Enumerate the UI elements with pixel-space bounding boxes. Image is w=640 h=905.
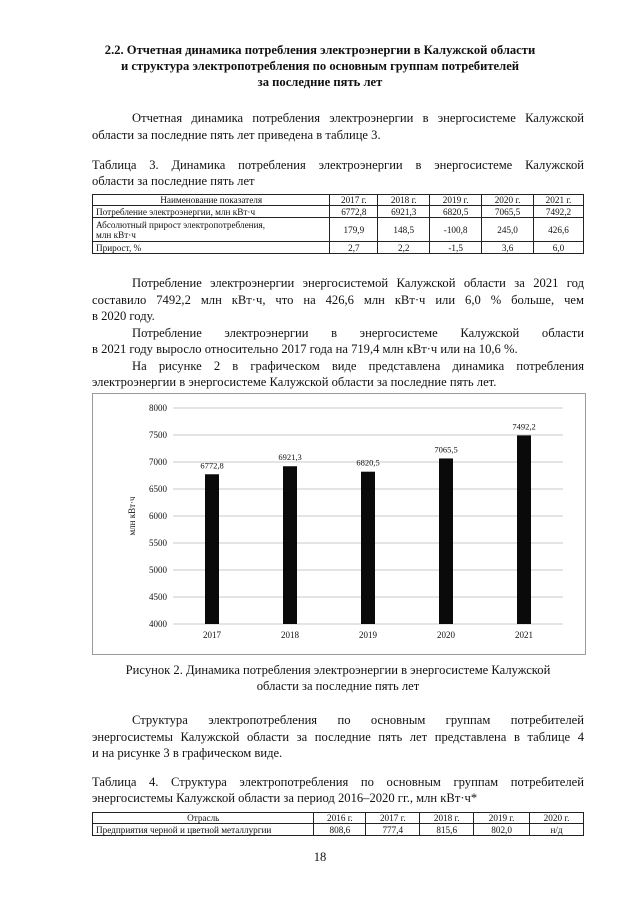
x-tick-label: 2020: [437, 630, 455, 640]
row-label-line: млн кВт·ч: [96, 229, 136, 240]
intro-paragraph: [92, 110, 584, 143]
y-tick-label: 4500: [149, 592, 167, 602]
cell-value: н/д: [530, 824, 584, 836]
cell-value: 2,2: [378, 242, 430, 254]
cell-value: 179,9: [330, 218, 378, 242]
column-header: Отрасль: [93, 813, 314, 824]
row-label: [93, 218, 330, 242]
data-label: 6772,8: [200, 460, 224, 471]
section-title: [60, 42, 580, 90]
body-paragraphs: [92, 275, 584, 391]
bar-2021: [517, 435, 531, 624]
table-header-row: [93, 195, 584, 206]
column-header: 2019 г.: [474, 813, 530, 824]
cell-value: 426,6: [534, 218, 584, 242]
text-line: электроэнергии в энергосистеме Калужской области за последние пять лет.: [92, 375, 497, 389]
cell-value: 808,6: [314, 824, 366, 836]
y-tick-label: 7500: [149, 430, 167, 440]
column-header: 2020 г.: [482, 195, 534, 206]
y-tick-label: 5500: [149, 538, 167, 548]
data-label: 7065,5: [434, 444, 458, 455]
text-line: в 2021 году выросло относительно 2017 года на 719,4 млн кВт·ч или на 10,6 %.: [92, 342, 518, 356]
text-line: области за последние пять лет приведена в таблице 3.: [92, 127, 381, 142]
text-line: энергосистемы Калужской области за последние пять лет представлена в таблице 4: [92, 729, 584, 744]
cell-value: 777,4: [366, 824, 420, 836]
section-title-line: за последние пять лет: [257, 75, 383, 89]
cell-value: 6,0: [534, 242, 584, 254]
bar-2020: [439, 458, 453, 624]
x-tick-label: 2018: [281, 630, 299, 640]
table-header-row: [93, 813, 584, 824]
text-line: Отчетная динамика потребления электроэнергии в энергосистеме Калужской: [132, 111, 584, 125]
data-label: 7492,2: [512, 421, 536, 432]
column-header: Наименование показателя: [93, 195, 330, 206]
table3-caption: [92, 157, 584, 189]
cell-value: 6772,8: [330, 206, 378, 218]
x-tick-label: 2017: [203, 630, 221, 640]
text-line: Потребление электроэнергии энергосистемой Калужской области за 2021 год: [132, 276, 584, 290]
column-header: 2021 г.: [534, 195, 584, 206]
column-header: 2017 г.: [330, 195, 378, 206]
cell-value: 148,5: [378, 218, 430, 242]
data-label: 6921,3: [278, 452, 302, 463]
caption-line: Таблица 4. Структура электропотребления по основным группам потребителей: [92, 775, 584, 789]
column-header: 2016 г.: [314, 813, 366, 824]
y-tick-label: 5000: [149, 565, 167, 575]
section-title-line: 2.2. Отчетная динамика потребления электроэнергии в Калужской области: [104, 43, 536, 57]
y-tick-label: 7000: [149, 457, 167, 467]
y-tick-label: 6500: [149, 484, 167, 494]
caption-line: Рисунок 2. Динамика потребления электроэнергии в энергосистеме Калужской: [125, 663, 551, 677]
caption-line: Таблица 3. Динамика потребления электроэнергии в энергосистеме Калужской: [92, 158, 584, 172]
table-row: [93, 206, 584, 218]
table-row: [93, 824, 584, 836]
cell-value: 6921,3: [378, 206, 430, 218]
text-line: и на рисунке 3 в графическом виде.: [92, 746, 283, 760]
caption-line: области за последние пять лет: [92, 174, 255, 188]
cell-value: 815,6: [420, 824, 474, 836]
cell-value: 3,6: [482, 242, 534, 254]
table-row: [93, 242, 584, 254]
bar-2019: [361, 472, 375, 624]
x-tick-label: 2021: [515, 630, 533, 640]
cell-value: 245,0: [482, 218, 534, 242]
caption-line: области за последние пять лет: [256, 679, 420, 693]
bar-2017: [205, 474, 219, 624]
column-header: 2018 г.: [420, 813, 474, 824]
x-tick-label: 2019: [359, 630, 377, 640]
structure-paragraph: [92, 712, 584, 762]
text-line: Структура электропотребления по основным группам потребителей: [132, 713, 584, 727]
y-tick-label: 6000: [149, 511, 167, 521]
table-row: [93, 218, 584, 242]
y-axis-label: млн кВт·ч: [127, 496, 137, 536]
text-line: Потребление электроэнергии в энергосистеме Калужской области: [132, 325, 584, 340]
row-label: Прирост, %: [93, 242, 330, 254]
cell-value: -1,5: [430, 242, 482, 254]
text-line: На рисунке 2 в графическом виде представлена динамика потребления: [132, 358, 584, 373]
row-label: Потребление электроэнергии, млн кВт·ч: [93, 206, 330, 218]
table4-caption: [92, 774, 584, 806]
column-header: 2020 г.: [530, 813, 584, 824]
column-header: 2018 г.: [378, 195, 430, 206]
bar-2018: [283, 466, 297, 624]
section-title-line: и структура электропотребления по основным группам потребителей: [120, 59, 520, 73]
cell-value: 802,0: [474, 824, 530, 836]
cell-value: 7065,5: [482, 206, 534, 218]
y-tick-label: 8000: [149, 403, 167, 413]
cell-value: -100,8: [430, 218, 482, 242]
text-line: в 2020 году.: [92, 309, 155, 323]
data-label: 6820,5: [356, 457, 380, 468]
column-header: 2017 г.: [366, 813, 420, 824]
chart-frame: [92, 393, 586, 655]
row-label: Предприятия черной и цветной металлургии: [93, 824, 314, 836]
cell-value: 2,7: [330, 242, 378, 254]
table3: [92, 194, 584, 254]
cell-value: 7492,2: [534, 206, 584, 218]
page-number: 18: [313, 850, 327, 864]
caption-line: энергосистемы Калужской области за период 2016–2020 гг., млн кВт·ч*: [92, 791, 478, 805]
column-header: 2019 г.: [430, 195, 482, 206]
figure-caption: [92, 662, 584, 694]
bar-chart: [93, 394, 585, 654]
row-label-line: Абсолютный прирост электропотребления,: [96, 219, 266, 230]
text-line: составило 7492,2 млн кВт·ч, что на 426,6 млн кВт·ч или 6,0 % больше, чем: [92, 292, 584, 307]
y-tick-label: 4000: [149, 619, 167, 629]
cell-value: 6820,5: [430, 206, 482, 218]
table4: [92, 812, 584, 836]
